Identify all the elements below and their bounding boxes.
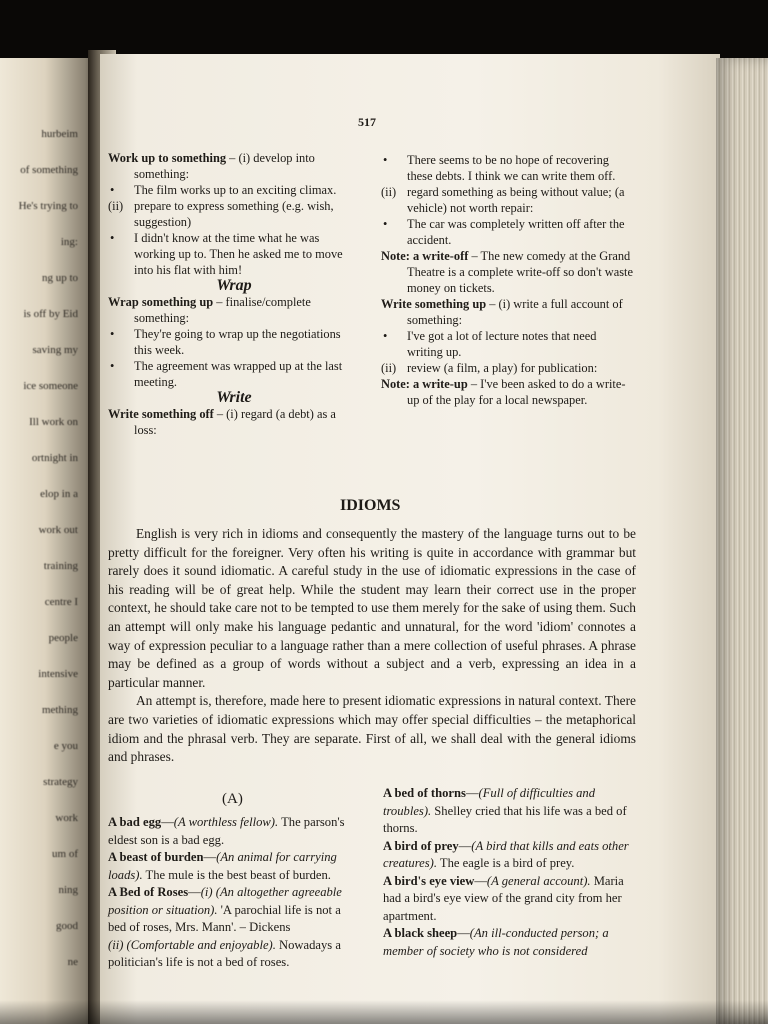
example-bullet: • There seems to be no hope of recovering these debts. I think we can write them off. xyxy=(381,152,634,184)
left-page-fragment: ing: xyxy=(60,236,78,248)
idiom-definition: (A worthless fellow). xyxy=(173,815,279,829)
idiom-headword: A bird's eye view xyxy=(383,873,475,888)
idiom-example: Maria had a bird's eye view of the grand city from her apartment. xyxy=(383,873,624,923)
sense-item xyxy=(381,360,634,376)
dash: — xyxy=(458,838,472,853)
left-page-fragment: hurbeim xyxy=(41,128,78,140)
left-page-fragment: intensive xyxy=(38,668,78,680)
note-text: – The new comedy at the Grand Theatre is a complete write-off so don't waste money on tickets. xyxy=(407,249,633,295)
left-page-fragment: training xyxy=(43,560,78,572)
left-page-fragment: e you xyxy=(53,740,78,752)
idiom-definition: (ii) (Comfortable and enjoyable). xyxy=(108,937,276,952)
left-page-fragment: elop in a xyxy=(40,488,78,500)
left-page-fragment: people xyxy=(48,632,78,644)
left-page-fragment: Ill work on xyxy=(29,416,78,428)
idiom-definition: (i) (An altogether agreeable position or situation). xyxy=(108,885,342,917)
idiom-entry xyxy=(383,873,636,926)
left-page-fragment: He's trying to xyxy=(18,200,78,212)
idiom-entry xyxy=(108,884,362,937)
idiom-headword: A bad egg xyxy=(108,815,162,829)
section-heading: Write xyxy=(216,389,252,406)
idiom-entry xyxy=(108,937,362,972)
sense-item xyxy=(108,198,360,230)
sense-number: (ii) xyxy=(381,185,397,199)
left-page xyxy=(0,58,100,1024)
dictionary-entry xyxy=(108,150,360,182)
idiom-headword: A Bed of Roses xyxy=(108,885,189,899)
idiom-headword: A bed of thorns xyxy=(383,786,466,800)
idiom-definition: (A general account). xyxy=(486,873,591,888)
section-heading: Wrap xyxy=(216,277,252,294)
left-page-fragment: um of xyxy=(52,848,78,860)
idiom-example: The eagle is a bird of prey. xyxy=(436,856,575,870)
sense-item xyxy=(381,184,634,216)
idiom-example: The mule is the best beast of burden. xyxy=(142,867,331,882)
entry-text: – (i) develop into something: xyxy=(134,151,315,181)
idiom-headword: A black sheep xyxy=(383,926,458,940)
example-bullet: • They're going to wrap up the negotiations this week. xyxy=(108,326,360,358)
example-bullet: • I've got a lot of lecture notes that need writing up. xyxy=(381,328,634,360)
bottom-shadow xyxy=(0,1000,768,1024)
page-number: 517 xyxy=(358,115,376,129)
note-text: – I've been asked to do a write-up of the play for a local newspaper. xyxy=(407,377,626,407)
example-bullet: • The film works up to an exciting climax. xyxy=(108,182,360,198)
note-headword: a write-up xyxy=(413,377,468,391)
idiom-example: Nowadays a politician's life is not a bed of roses. xyxy=(108,937,341,969)
idiom-entry xyxy=(383,925,636,960)
section-label-a: (A) xyxy=(222,791,243,807)
note-entry xyxy=(381,248,634,296)
entry-headword: Write something up xyxy=(381,297,487,311)
dictionary-entry xyxy=(108,406,360,438)
note-label: Note: xyxy=(381,377,413,391)
note-headword: a write-off xyxy=(413,249,469,263)
dash: — xyxy=(161,815,174,829)
sense-number: (ii) xyxy=(108,199,124,213)
idioms-right-column xyxy=(383,785,636,960)
sense-text: regard something as being without value; (a vehicle) not worth repair: xyxy=(407,185,625,215)
sense-text: prepare to express something (e.g. wish, suggestion) xyxy=(134,199,334,229)
note-entry xyxy=(381,376,634,408)
idiom-definition: (An animal for carrying loads). xyxy=(108,850,337,882)
entry-text: – finalise/complete something: xyxy=(134,295,311,325)
dictionary-entry xyxy=(108,294,360,326)
dash: — xyxy=(188,885,201,899)
example-bullet: • I didn't know at the time what he was working up to. Then he asked me to move into his flat with him! xyxy=(108,230,360,278)
idiom-entry xyxy=(383,785,636,838)
idiom-example: Shelley cried that his life was a bed of thorns. xyxy=(383,803,627,835)
left-page-fragment: ng up to xyxy=(41,272,78,284)
left-column xyxy=(108,150,360,438)
left-page-fragment: work xyxy=(55,812,78,824)
idiom-definition: (A bird that kills and eats other creatures). xyxy=(383,838,629,870)
paragraph: English is very rich in idioms and consequently the mastery of the language turns out to be pretty difficult for the foreigner. Very often his writing is quite in accordance with grammar but rarely does it sound idiomatic. A careful study in the use of idiomatic expressions in the case of his reading will be of great help. While the student may learn their correct use in the proper context, he should take care not to be tempted to use them merely for the sake of using them. Such an attempt will only make his language pedantic and unnatural, for the word 'idiom' connotes a way of expression peculiar to a language rather than a mere collection of useful phrases. A phrase may be defined as a group of words without a subject and a verb, expressing an idea in a particular manner. xyxy=(108,526,636,690)
left-page-fragment: mething xyxy=(41,704,78,716)
left-page-fragment: saving my xyxy=(32,344,78,356)
idiom-headword: A bird of prey xyxy=(383,838,459,853)
dash: — xyxy=(457,926,470,940)
idioms-heading: IDIOMS xyxy=(340,497,401,514)
left-page-fragment: centre I xyxy=(44,596,78,608)
right-column xyxy=(381,152,634,408)
idiom-definition: (An ill-conducted person; a member of society who is not considered xyxy=(383,926,609,958)
idiom-definition: (Full of difficulties and troubles). xyxy=(383,786,596,818)
idiom-entry xyxy=(108,814,362,849)
left-page-fragment: ortnight in xyxy=(31,452,78,464)
idiom-example: 'A parochial life is not a bed of roses, Mrs. Mann'. – Dickens xyxy=(108,902,341,934)
dash: — xyxy=(465,786,479,800)
left-page-fragment: is off by Eid xyxy=(23,308,78,320)
idiom-headword: A beast of burden xyxy=(108,850,204,864)
entry-headword: Wrap something up xyxy=(108,295,214,309)
paragraph: An attempt is, therefore, made here to present idiomatic expressions in natural context. There are two varieties of idiomatic expressions which may offer special difficulties – the metaphorical idiom and the phrasal verb. They are separate. First of all, we shall deal with the general idioms and phrases. xyxy=(108,693,636,765)
entry-headword: Work up to something xyxy=(108,151,227,165)
example-bullet: • The car was completely written off after the accident. xyxy=(381,216,634,248)
left-page-fragment: of something xyxy=(20,164,78,176)
left-page-fragment: ne xyxy=(67,956,78,968)
introduction-text xyxy=(108,525,636,767)
note-label: Note: xyxy=(381,249,413,263)
dictionary-entry xyxy=(381,296,634,328)
page-edges xyxy=(716,58,768,1024)
sense-number: (ii) xyxy=(381,361,397,375)
idiom-example: The parson's eldest son is a bad egg. xyxy=(108,815,345,847)
entry-headword: Write something off xyxy=(108,407,214,421)
entry-text: – (i) write a full account of something: xyxy=(407,297,623,327)
left-page-fragment: good xyxy=(56,920,78,932)
idioms-left-column xyxy=(108,814,362,972)
dash: — xyxy=(203,850,217,864)
left-page-fragment: ning xyxy=(58,884,78,896)
left-page-fragment: ice someone xyxy=(23,380,78,392)
idiom-entry xyxy=(383,838,636,873)
left-page-fragment: strategy xyxy=(43,776,78,788)
page-edge-bleed-text xyxy=(740,560,758,680)
example-bullet: • The agreement was wrapped up at the last meeting. xyxy=(108,358,360,390)
dash: — xyxy=(474,873,487,888)
sense-text: review (a film, a play) for publication: xyxy=(407,361,598,375)
entry-text: – (i) regard (a debt) as a loss: xyxy=(134,407,336,437)
idiom-entry xyxy=(108,849,362,884)
left-page-fragment: work out xyxy=(38,524,78,536)
